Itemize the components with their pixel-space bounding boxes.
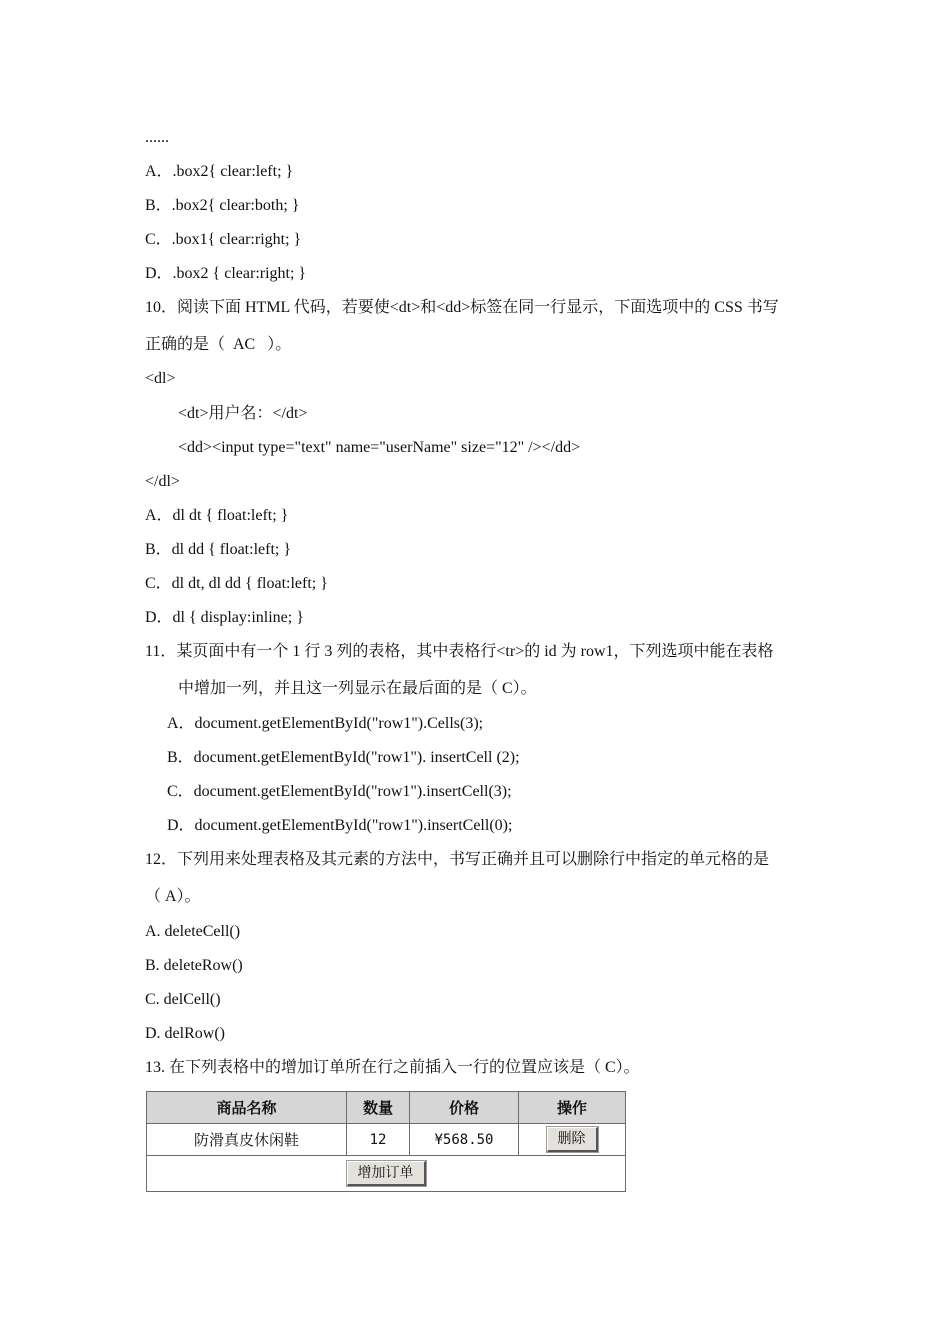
code-line-4: </dl>	[145, 473, 180, 490]
add-order-cell	[147, 1156, 626, 1192]
header-price: 价格	[410, 1092, 519, 1124]
cell-product-name: 防滑真皮休闲鞋	[147, 1124, 347, 1156]
q11-option-b: B．document.getElementById("row1"). insertCell (2);	[167, 749, 520, 766]
q11-option-a: A．document.getElementById("row1").Cells(3);	[167, 715, 484, 732]
q12-question-line2: （ A）。	[145, 888, 201, 905]
q12-option-d: D. delRow()	[145, 1025, 225, 1042]
table-header-row	[147, 1092, 626, 1124]
q10-option-a: A．dl dt { float:left; }	[145, 507, 289, 524]
code-line-2: <dt>用户名：</dt>	[178, 405, 308, 422]
q9-option-d: D．.box2 { clear:right; }	[145, 265, 307, 282]
table-row	[147, 1124, 626, 1156]
q10-option-b: B．dl dd { float:left; }	[145, 541, 292, 558]
q10-question-line1: 10．阅读下面 HTML 代码，若要使<dt>和<dd>标签在同一行显示，下面选项中的 CSS 书写	[145, 299, 779, 316]
delete-button[interactable]: 删除	[547, 1127, 598, 1152]
add-order-button[interactable]: 增加订单	[347, 1161, 426, 1186]
q12-option-a: A. deleteCell()	[145, 923, 241, 940]
line-dots: ......	[145, 129, 169, 146]
q9-option-c: C．.box1{ clear:right; }	[145, 231, 302, 248]
q11-question-line2: 中增加一列，并且这一列显示在最后面的是（ C）。	[178, 680, 537, 697]
q11-option-c: C．document.getElementById("row1").insertCell(3);	[167, 783, 512, 800]
header-product-name: 商品名称	[147, 1092, 347, 1124]
q12-question-line1: 12．下列用来处理表格及其元素的方法中，书写正确并且可以删除行中指定的单元格的是	[145, 851, 770, 868]
q9-option-a: A．.box2{ clear:left; }	[145, 163, 294, 180]
q12-option-c: C. delCell()	[145, 991, 221, 1008]
cell-price: ¥568.50	[410, 1124, 519, 1156]
q9-option-b: B．.box2{ clear:both; }	[145, 197, 300, 214]
order-table	[146, 1091, 626, 1192]
code-line-1: <dl>	[145, 370, 176, 387]
q10-option-c: C．dl dt, dl dd { float:left; }	[145, 575, 328, 592]
q13-question: 13. 在下列表格中的增加订单所在行之前插入一行的位置应该是（ C）。	[145, 1059, 640, 1076]
q11-option-d: D．document.getElementById("row1").insertCell(0);	[167, 817, 513, 834]
header-quantity: 数量	[347, 1092, 410, 1124]
cell-quantity: 12	[347, 1124, 410, 1156]
q10-question-line2: 正确的是（ AC ）。	[145, 336, 292, 353]
header-action: 操作	[519, 1092, 626, 1124]
q11-question-line1: 11．某页面中有一个 1 行 3 列的表格，其中表格行<tr>的 id 为 row1，下列选项中能在表格	[145, 643, 774, 660]
cell-action	[519, 1124, 626, 1156]
q12-option-b: B. deleteRow()	[145, 957, 243, 974]
q10-option-d: D．dl { display:inline; }	[145, 609, 304, 626]
add-order-row	[147, 1156, 626, 1192]
code-line-3: <dd><input type="text" name="userName" size="12" /></dd>	[178, 439, 581, 456]
